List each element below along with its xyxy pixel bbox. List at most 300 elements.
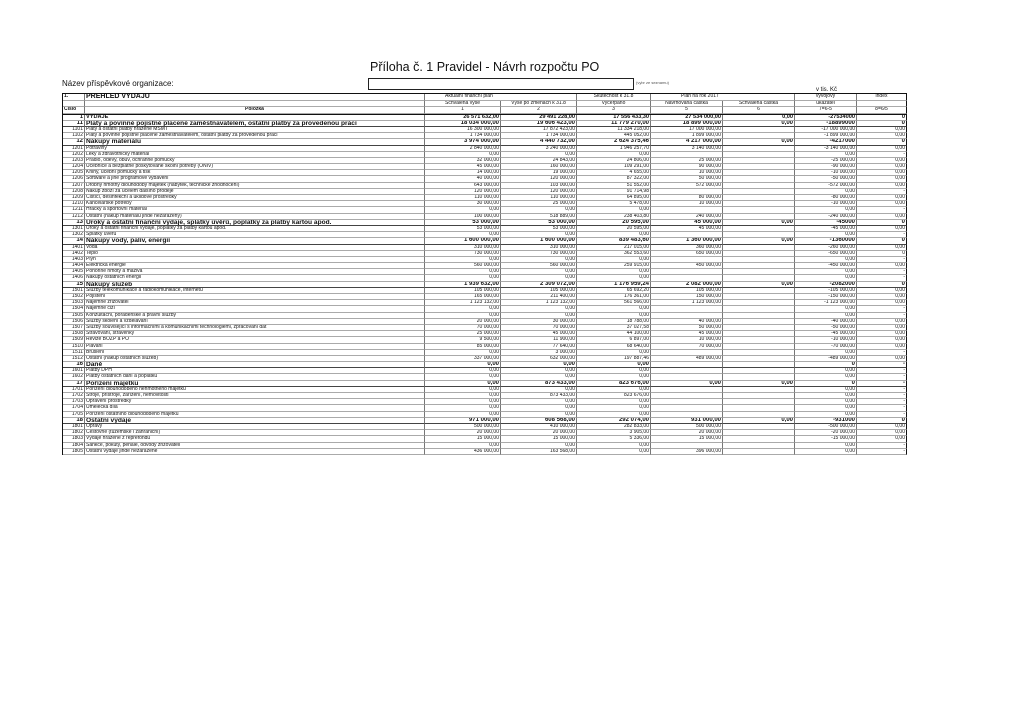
item-name: Nákupy vody, paliv, energií <box>85 238 425 244</box>
item-number: 1502 <box>63 294 85 300</box>
item-number: 18 <box>63 418 85 424</box>
value-cell: -15 000,00 <box>795 436 857 442</box>
value-cell: 45 000,00 <box>425 164 501 170</box>
value-cell: 0,00 <box>577 362 651 368</box>
value-cell: 518 889,00 <box>501 214 577 220</box>
value-cell: 20 000,00 <box>425 319 501 325</box>
value-cell: 1 946 257,70 <box>577 146 651 152</box>
value-cell: 0,00 <box>577 306 651 312</box>
item-name: Pohonné hmoty a maziva <box>85 269 425 275</box>
item-name: Platby DPH <box>85 368 425 374</box>
value-cell: 282 833,00 <box>577 424 651 430</box>
value-cell: 310 000,00 <box>425 245 501 251</box>
value-cell: 50 000,00 <box>651 325 723 331</box>
column-header-8: 8=6/5 <box>857 107 907 113</box>
value-cell: 0,00 <box>857 430 907 436</box>
item-name: Ostatní (nákup ostatních služeb) <box>85 356 425 362</box>
value-cell: 105 000,00 <box>425 288 501 294</box>
item-name: Ostatní výdaje <box>85 418 425 424</box>
value-cell: 0,00 <box>501 207 577 213</box>
value-cell: 4 655,00 <box>577 170 651 176</box>
item-number: 1207 <box>63 183 85 189</box>
value-cell: 1 600 000,00 <box>425 238 501 244</box>
value-cell: -2082000 <box>795 282 857 288</box>
value-cell: 0 <box>857 121 907 127</box>
item-name: Výdaje hrazené z reprefondu <box>85 436 425 442</box>
value-cell: 0,00 <box>577 269 651 275</box>
value-cell: 77 640,00 <box>501 344 577 350</box>
value-cell: - <box>857 393 907 399</box>
value-cell: 0,00 <box>425 350 501 356</box>
item-number: 1510 <box>63 344 85 350</box>
value-cell: 0,00 <box>723 121 795 127</box>
value-cell: 0,00 <box>795 449 857 455</box>
value-cell: 5 478,00 <box>577 201 651 207</box>
item-number: 1202 <box>63 152 85 158</box>
value-cell: 3 240 000,00 <box>501 146 577 152</box>
item-name: Učebnice a bezplatně poskytované školní potřeby (ONIV) <box>85 164 425 170</box>
value-cell: -45 000,00 <box>795 331 857 337</box>
value-cell: -650 000,00 <box>795 251 857 257</box>
value-cell: 0,00 <box>857 436 907 442</box>
value-cell: 27 534 000,00 <box>651 115 723 121</box>
value-cell: 30 000,00 <box>501 319 577 325</box>
value-cell: 0,00 <box>857 146 907 152</box>
value-cell: 0,00 <box>577 313 651 319</box>
value-cell: 105 000,00 <box>501 288 577 294</box>
value-cell: -20 000,00 <box>795 430 857 436</box>
value-cell: -50 000,00 <box>795 325 857 331</box>
value-cell: 489 000,00 <box>651 356 723 362</box>
value-cell: 0,00 <box>723 220 795 226</box>
value-cell: 410 000,00 <box>501 424 577 430</box>
value-cell: 873 433,00 <box>501 393 577 399</box>
value-cell: 87 322,00 <box>577 176 651 182</box>
value-cell: - <box>857 350 907 356</box>
value-cell: 0,00 <box>577 443 651 449</box>
value-cell: 1 600 000,00 <box>501 238 577 244</box>
value-cell: 110 000,00 <box>425 195 501 201</box>
item-number: 11 <box>63 121 85 127</box>
value-cell: 0,00 <box>651 381 723 387</box>
value-cell: 25 000,00 <box>501 201 577 207</box>
value-cell: -489 000,00 <box>795 356 857 362</box>
value-cell: 68 640,00 <box>577 344 651 350</box>
header-cell: Aktuální finanční plán <box>425 94 501 101</box>
item-number: 1206 <box>63 176 85 182</box>
value-cell: 0,00 <box>577 412 651 418</box>
header-cell: Schválená výše <box>425 101 501 107</box>
item-name: Cestovné (tuzemské i zahraniční) <box>85 430 425 436</box>
value-cell: -150 000,00 <box>795 294 857 300</box>
value-cell: -4217000 <box>795 139 857 145</box>
value-cell: -45 000,00 <box>795 226 857 232</box>
item-name: Pořízení majetku <box>85 381 425 387</box>
value-cell: 0,00 <box>857 133 907 139</box>
value-cell: - <box>857 362 907 368</box>
value-cell: - <box>857 449 907 455</box>
item-name: Plyn <box>85 257 425 263</box>
item-number: 14 <box>63 238 85 244</box>
value-cell: 0,00 <box>795 275 857 281</box>
item-name: Platy a ostatní platby hrazené MŠMT <box>85 127 425 133</box>
value-cell: 1 123 132,00 <box>501 300 577 306</box>
organization-hint: (vybr ze seznamu) <box>636 80 669 85</box>
value-cell: 0,00 <box>425 257 501 263</box>
value-cell: 3 140 000,00 <box>651 146 723 152</box>
value-cell: 26 571 632,00 <box>425 115 501 121</box>
value-cell: 109 291,00 <box>577 164 651 170</box>
value-cell: - <box>857 207 907 213</box>
value-cell: 500 000,00 <box>651 424 723 430</box>
value-cell: -260 000,00 <box>795 245 857 251</box>
value-cell: 839 483,60 <box>577 238 651 244</box>
item-number: 1702 <box>63 393 85 399</box>
value-cell: 0 <box>857 238 907 244</box>
item-name: Bruslení <box>85 350 425 356</box>
value-cell: 971 000,00 <box>425 418 501 424</box>
value-cell: 1 899 000,00 <box>651 133 723 139</box>
value-cell: 0,00 <box>425 381 501 387</box>
value-cell: 10 000,00 <box>651 337 723 343</box>
value-cell: 0,00 <box>425 232 501 238</box>
value-cell: 0,00 <box>795 207 857 213</box>
value-cell: 0,00 <box>857 337 907 343</box>
value-cell: -1 899 000,00 <box>795 133 857 139</box>
value-cell: 240 000,00 <box>651 214 723 220</box>
value-cell: 17 556 433,30 <box>577 115 651 121</box>
value-cell: 0,00 <box>723 381 795 387</box>
value-cell: - <box>857 387 907 393</box>
value-cell: 0,00 <box>857 176 907 182</box>
item-number: 1203 <box>63 158 85 164</box>
value-cell: 91 714,98 <box>577 189 651 195</box>
value-cell: 0,00 <box>857 127 907 133</box>
header-cell: index <box>857 94 907 101</box>
item-number: 16 <box>63 362 85 368</box>
value-cell: 0,00 <box>501 368 577 374</box>
value-cell: 823 676,00 <box>577 381 651 387</box>
value-cell: 1 123 000,00 <box>651 300 723 306</box>
value-cell: 0,00 <box>857 158 907 164</box>
value-cell: 0,00 <box>501 306 577 312</box>
item-name: Pořízení ostatního dlouhodobého majetku <box>85 412 425 418</box>
value-cell: 632 000,00 <box>501 356 577 362</box>
value-cell: 445 052,00 <box>577 133 651 139</box>
item-number: 1801 <box>63 424 85 430</box>
value-cell: 931 000,00 <box>651 418 723 424</box>
value-cell: 14 000,00 <box>425 170 501 176</box>
value-cell: 0,00 <box>795 350 857 356</box>
item-name: Nákup zboží za účelem dalšího prodeje <box>85 189 425 195</box>
value-cell: 0,00 <box>501 443 577 449</box>
value-cell: 53 000,00 <box>501 220 577 226</box>
value-cell: 0,00 <box>723 418 795 424</box>
value-cell: 9 500,00 <box>425 337 501 343</box>
item-name: Knihy, učební pomůcky a tisk <box>85 170 425 176</box>
value-cell: 0 <box>857 251 907 257</box>
value-cell: - <box>857 152 907 158</box>
value-cell: 0,00 <box>857 288 907 294</box>
value-cell: 4 440 732,00 <box>501 139 577 145</box>
value-cell: 29 491 228,00 <box>501 115 577 121</box>
value-cell: 70 000,00 <box>425 325 501 331</box>
expense-table <box>62 93 907 455</box>
value-cell: 873 433,00 <box>501 381 577 387</box>
value-cell: 40 000,00 <box>651 319 723 325</box>
item-number: 1501 <box>63 288 85 294</box>
value-cell: 110 000,00 <box>501 195 577 201</box>
item-number: 15 <box>63 282 85 288</box>
value-cell: - <box>857 399 907 405</box>
item-name: Elektrická energie <box>85 263 425 269</box>
value-cell: -25 000,00 <box>795 158 857 164</box>
value-cell: 0,00 <box>795 189 857 195</box>
value-cell: -10 000,00 <box>795 201 857 207</box>
value-cell: 64 895,00 <box>577 195 651 201</box>
value-cell: 1 176 959,24 <box>577 282 651 288</box>
item-name: Nákupy ostatních energií <box>85 275 425 281</box>
value-cell: 0,00 <box>857 356 907 362</box>
value-cell: - <box>857 368 907 374</box>
value-cell: 20 000,00 <box>651 430 723 436</box>
table-row <box>63 449 907 455</box>
value-cell: 0,00 <box>795 306 857 312</box>
value-cell: 0,00 <box>425 275 501 281</box>
value-cell: 100 000,00 <box>425 214 501 220</box>
value-cell: 0,00 <box>795 443 857 449</box>
item-number: 1204 <box>63 164 85 170</box>
value-cell: 1 123 132,00 <box>425 300 501 306</box>
organization-select[interactable] <box>368 78 634 90</box>
value-cell: 560 000,00 <box>425 263 501 269</box>
value-cell: 0,00 <box>425 152 501 158</box>
value-cell: 20 000,00 <box>425 430 501 436</box>
header-cell <box>723 94 795 101</box>
item-name: Služby související s informačními a komunikačními technologiemi, zpracování dat <box>85 325 425 331</box>
value-cell: 3 000,00 <box>501 350 577 356</box>
value-cell: 5 336,00 <box>577 436 651 442</box>
value-cell: -10 000,00 <box>795 170 857 176</box>
value-cell: 396 000,00 <box>651 449 723 455</box>
value-cell: 20 595,00 <box>577 226 651 232</box>
item-name: Plavání <box>85 344 425 350</box>
value-cell: 0,00 <box>577 152 651 158</box>
value-cell: -80 000,00 <box>795 195 857 201</box>
item-number: 12 <box>63 139 85 145</box>
column-header-7: 7=6-5 <box>795 107 857 113</box>
value-cell: 2 624 375,46 <box>577 139 651 145</box>
value-cell: 0,00 <box>501 257 577 263</box>
item-number: 1504 <box>63 306 85 312</box>
value-cell: 0,00 <box>857 214 907 220</box>
value-cell: 0,00 <box>577 257 651 263</box>
value-cell: 20 000,00 <box>501 430 577 436</box>
item-number: 1405 <box>63 269 85 275</box>
value-cell: - <box>857 306 907 312</box>
table-body <box>63 115 907 455</box>
value-cell: 0 <box>857 139 907 145</box>
value-cell: 30 000,00 <box>425 201 501 207</box>
item-number: 1402 <box>63 251 85 257</box>
value-cell: 120 000,00 <box>501 189 577 195</box>
value-cell: 0,00 <box>425 412 501 418</box>
value-cell: 0 <box>857 418 907 424</box>
header-cell: ukazatel <box>795 101 857 107</box>
value-cell: 560 000,00 <box>501 263 577 269</box>
item-name: Úroky a ostatní finanční výdaje, poplatky za platby kartou apod. <box>85 226 425 232</box>
value-cell: 0,00 <box>501 387 577 393</box>
item-name: Ostatní výdaje jinde nezařazené <box>85 449 425 455</box>
value-cell: 0,00 <box>577 232 651 238</box>
item-number: 1704 <box>63 405 85 411</box>
value-cell: 0,00 <box>795 232 857 238</box>
value-cell: 0,00 <box>501 313 577 319</box>
item-name: Stravování, stravenky <box>85 331 425 337</box>
item-name: Sankce, pokuty, penále, odvody zřizovateli <box>85 443 425 449</box>
value-cell: 1 360 000,00 <box>651 238 723 244</box>
item-number: 1508 <box>63 331 85 337</box>
header-cell: Skutečnost k 31.8 <box>577 94 651 101</box>
value-cell: 120 000,00 <box>501 176 577 182</box>
value-cell: -105 000,00 <box>795 288 857 294</box>
value-cell: -3 140 000,00 <box>795 146 857 152</box>
value-cell: 362 553,60 <box>577 251 651 257</box>
value-cell: 0,00 <box>501 405 577 411</box>
item-number: 17 <box>63 381 85 387</box>
value-cell: 0,00 <box>577 374 651 380</box>
value-cell: 18 034 000,00 <box>425 121 501 127</box>
value-cell: 85 000,00 <box>425 344 501 350</box>
value-cell: 0,00 <box>795 257 857 263</box>
value-cell: 0 <box>857 282 907 288</box>
value-cell: 0,00 <box>501 412 577 418</box>
header-cell <box>501 94 577 101</box>
value-cell: 32 000,00 <box>425 158 501 164</box>
value-cell: 0,00 <box>723 238 795 244</box>
value-cell: 16 300 000,00 <box>425 127 501 133</box>
value-cell: -90 000,00 <box>795 164 857 170</box>
value-cell: 0,00 <box>795 405 857 411</box>
value-cell: 40 000,00 <box>425 176 501 182</box>
value-cell: 0,00 <box>795 313 857 319</box>
value-cell: 0,00 <box>795 368 857 374</box>
value-cell: 0,00 <box>425 443 501 449</box>
value-cell: 65 692,20 <box>577 288 651 294</box>
value-cell: 450 000,00 <box>651 263 723 269</box>
item-name: Nákupy služeb <box>85 282 425 288</box>
value-cell: 4 217 000,00 <box>651 139 723 145</box>
item-name: Opravy <box>85 424 425 430</box>
value-cell: 44 100,00 <box>577 331 651 337</box>
value-cell: -572 000,00 <box>795 183 857 189</box>
value-cell: -18899000 <box>795 121 857 127</box>
value-cell: - <box>857 257 907 263</box>
value-cell: 0,00 <box>857 245 907 251</box>
header-cell: Výše po změnách k 31.8 <box>501 101 577 107</box>
value-cell: - <box>857 412 907 418</box>
item-number: 1201 <box>63 146 85 152</box>
value-cell: - <box>857 443 907 449</box>
item-number: 1302 <box>63 232 85 238</box>
value-cell: 10 000,00 <box>651 201 723 207</box>
value-cell: 70 000,00 <box>651 344 723 350</box>
value-cell: - <box>857 189 907 195</box>
item-number: 1401 <box>63 245 85 251</box>
value-cell: 211 400,00 <box>501 294 577 300</box>
value-cell: -45000 <box>795 220 857 226</box>
item-number: 13 <box>63 220 85 226</box>
value-cell: 20 595,00 <box>577 220 651 226</box>
value-cell: 0,00 <box>857 164 907 170</box>
value-cell: 730 000,00 <box>425 251 501 257</box>
value-cell: 2 840 000,00 <box>425 146 501 152</box>
value-cell: 0,00 <box>425 399 501 405</box>
value-cell: 0,00 <box>425 405 501 411</box>
item-number: 1211 <box>63 207 85 213</box>
value-cell: 0,00 <box>857 319 907 325</box>
item-number: 1505 <box>63 313 85 319</box>
item-number: 1602 <box>63 374 85 380</box>
value-cell: -1360000 <box>795 238 857 244</box>
value-cell: 18 788,00 <box>577 319 651 325</box>
value-cell: 0,00 <box>501 275 577 281</box>
value-cell: 0,00 <box>577 387 651 393</box>
item-number: 1509 <box>63 337 85 343</box>
value-cell: 17 872 423,00 <box>501 127 577 133</box>
page-title: Příloha č. 1 Pravidel - Návrh rozpočtu PO <box>370 60 600 74</box>
value-cell: 0,00 <box>425 362 501 368</box>
item-name: Drobný hmotný dlouhodobý majetek (nábytek, technické zhodnocení) <box>85 183 425 189</box>
item-name: Nájemné cizí <box>85 306 425 312</box>
value-cell: 0,00 <box>425 393 501 399</box>
value-cell: 561 566,00 <box>577 300 651 306</box>
item-name: Opravení prostředky <box>85 399 425 405</box>
value-cell: 53 000,00 <box>501 226 577 232</box>
section-title: PŘEHLED VÝDAJŮ <box>85 94 425 101</box>
value-cell: 0,00 <box>795 269 857 275</box>
value-cell: 6 897,00 <box>577 337 651 343</box>
value-cell: 11 900,00 <box>501 337 577 343</box>
item-number: 1701 <box>63 387 85 393</box>
value-cell: 15 000,00 <box>425 436 501 442</box>
item-number: 1506 <box>63 319 85 325</box>
header-cell: Vyčerpáno <box>577 101 651 107</box>
value-cell: 15 000,00 <box>651 436 723 442</box>
item-number: 1802 <box>63 430 85 436</box>
value-cell: 25 000,00 <box>425 331 501 337</box>
item-name: Platby ostatních daní a poplatků <box>85 374 425 380</box>
value-cell: 2 082 000,00 <box>651 282 723 288</box>
item-name: Kancelářské potřeby <box>85 201 425 207</box>
value-cell: -1 123 000,00 <box>795 300 857 306</box>
item-number: 1210 <box>63 201 85 207</box>
item-name: Nákupy materiálu <box>85 139 425 145</box>
item-number: 1406 <box>63 275 85 281</box>
item-number: 1803 <box>63 436 85 442</box>
value-cell: 1 734 000,00 <box>501 133 577 139</box>
value-cell: 0,00 <box>795 399 857 405</box>
column-header-item: Položka <box>85 107 425 113</box>
item-number: 1403 <box>63 257 85 263</box>
value-cell: 0,00 <box>795 374 857 380</box>
value-cell: 0,00 <box>501 232 577 238</box>
table-column-header <box>63 107 907 114</box>
value-cell: 163 568,00 <box>501 449 577 455</box>
value-cell: 0,00 <box>501 152 577 158</box>
value-cell: 217 015,00 <box>577 245 651 251</box>
value-cell: 0,00 <box>577 207 651 213</box>
